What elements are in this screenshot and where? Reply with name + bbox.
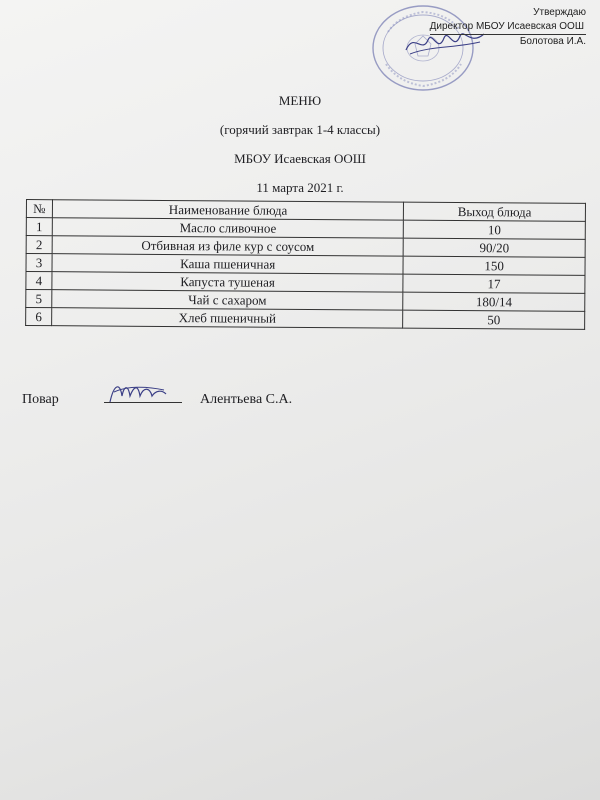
menu-table [25,199,586,330]
dish-name: Чай с сахаром [52,290,403,310]
row-number: 3 [26,254,52,272]
menu-subtitle: (горячий завтрак 1-4 классы) [219,122,381,137]
dish-portion: 90/20 [403,238,585,257]
director-name: Болотова И.А. [519,36,586,47]
approve-label: Утверждаю [533,7,586,18]
dish-name: Хлеб пшеничный [52,308,403,328]
dish-portion: 17 [403,274,585,293]
menu-date: 11 марта 2021 г. [256,180,344,195]
row-number: 2 [26,236,52,254]
school-name: МБОУ Исаевская ООШ [234,151,366,166]
row-number: 5 [26,290,52,308]
dish-name: Капуста тушеная [52,272,403,292]
row-number: 6 [26,308,52,326]
dish-portion: 150 [403,256,585,275]
heading-block [0,86,600,202]
dish-portion: 180/14 [403,292,585,311]
approval-block [430,6,586,49]
row-number: 4 [26,272,52,290]
dish-portion: 10 [404,220,586,239]
row-number: 1 [26,218,52,236]
header-dish-name: Наименование блюда [52,200,403,220]
menu-title: МЕНЮ [278,93,322,108]
header-portion: Выход блюда [404,202,586,221]
dish-name: Каша пшеничная [52,254,403,274]
dish-name: Отбивная из филе кур с соусом [52,236,403,256]
signature-line [104,390,182,403]
dish-name: Масло сливочное [52,218,403,238]
cook-label: Повар [22,392,59,407]
table-row [26,308,585,330]
cook-signature-row [22,390,292,408]
cook-name: Алентьева С.А. [200,392,293,407]
dish-portion: 50 [403,310,585,329]
director-position: Директор МБОУ Исаевская ООШ [430,20,586,35]
header-number: № [26,200,52,218]
